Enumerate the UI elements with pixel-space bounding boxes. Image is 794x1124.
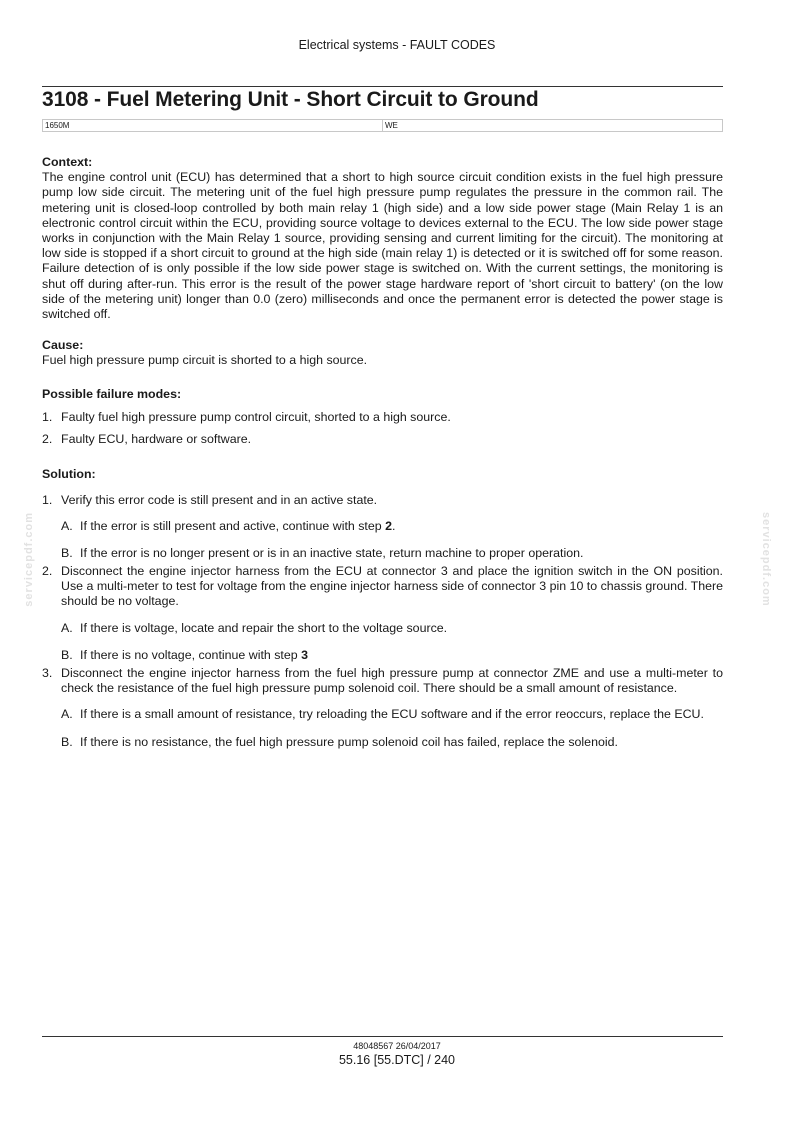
footer-rule: [42, 1036, 723, 1037]
list-item: 1. Faulty fuel high pressure pump control circuit, shorted to a high source.: [42, 409, 451, 424]
solution-step-1: 1. Verify this error code is still present and in an active state.: [42, 493, 378, 508]
solution-step-2: 2. Disconnect the engine injector harness from the ECU at connector 3 and place the ignition switch in the ON position. Use a multi-meter to test for voltage from the engine injector harness side of connector 3 pin 10 to chassis ground. There should be no voltage.: [42, 564, 723, 609]
page-title: 3108 - Fuel Metering Unit - Short Circuit to Ground: [42, 88, 539, 111]
step-reference: 2: [385, 518, 393, 533]
model-cell: WE: [382, 120, 722, 131]
solution-heading: Solution:: [42, 467, 96, 482]
sub-item: B. If there is no voltage, continue with step 3: [61, 647, 309, 662]
title-rule: [42, 86, 723, 87]
sub-item: A. If the error is still present and active, continue with step 2.: [61, 518, 396, 533]
solution-steps: [42, 493, 723, 749]
watermark-left: servicepdf.com: [23, 512, 35, 607]
sub-item: B. If there is no resistance, the fuel high pressure pump solenoid coil has failed, replace the solenoid.: [61, 734, 618, 749]
document-reference: 48048567 26/04/2017: [353, 1041, 441, 1051]
cause-heading: Cause:: [42, 338, 84, 353]
watermark-right: servicepdf.com: [760, 512, 772, 607]
sub-item: A. If there is voltage, locate and repair the short to the voltage source.: [61, 620, 448, 635]
list-item: 2. Faulty ECU, hardware or software.: [42, 432, 252, 447]
model-cell: 1650M: [45, 121, 70, 130]
running-header: Electrical systems - FAULT CODES: [298, 38, 496, 52]
solution-step-3: 3. Disconnect the engine injector harness from the fuel high pressure pump at connector ZME and use a multi-meter to check the resistance of the fuel high pressure pump solenoid coil. There should be a small amount of resistance.: [42, 666, 723, 696]
step-reference: 3: [301, 647, 309, 662]
solution-step-1-subs: [42, 519, 723, 561]
sub-item: B. If the error is no longer present or is in an inactive state, return machine to proper operation.: [61, 545, 584, 560]
solution-step-3-subs: [42, 707, 723, 749]
failure-modes-list: [42, 410, 723, 447]
solution-step-2-subs: [42, 621, 723, 663]
context-text: The engine control unit (ECU) has determined that a short to high source circuit condition exists in the fuel high pressure pump low side circuit. The metering unit of the fuel high pressure pump regulates the pressure in the common rail. The metering unit is closed-loop controlled by both main relay 1 (high side) and a low side power stage (Main Relay 1 is an electronic control circuit within the ECU, providing source voltage to devices external to the ECU. The low side power stage works in conjunction with the Main Relay 1 source, providing sensing and current limiting for the circuit). The monitoring at low side is stopped if a short circuit to ground at the high side (main relay 1) is detected or it is switched off for some reason. Failure detection of is only possible if the low side power stage is switched on. With the current settings, the monitoring is shut off during after-run. This error is the result of the power stage hardware report of 'short circuit to battery' (on the low side of the metering unit) longer than 0.0 (zero) milliseconds and once the permanent error is detected the power stage is switched off.: [42, 170, 723, 322]
page-number: 55.16 [55.DTC] / 240: [338, 1053, 456, 1067]
content: [42, 155, 723, 750]
cause-text: Fuel high pressure pump circuit is shorted to a high source.: [42, 353, 368, 368]
context-heading: Context:: [42, 155, 93, 169]
model-table: [42, 119, 723, 132]
sub-item: A. If there is a small amount of resistance, try reloading the ECU software and if the error reoccurs, replace the ECU.: [61, 707, 704, 722]
failure-modes-heading: Possible failure modes:: [42, 386, 182, 401]
